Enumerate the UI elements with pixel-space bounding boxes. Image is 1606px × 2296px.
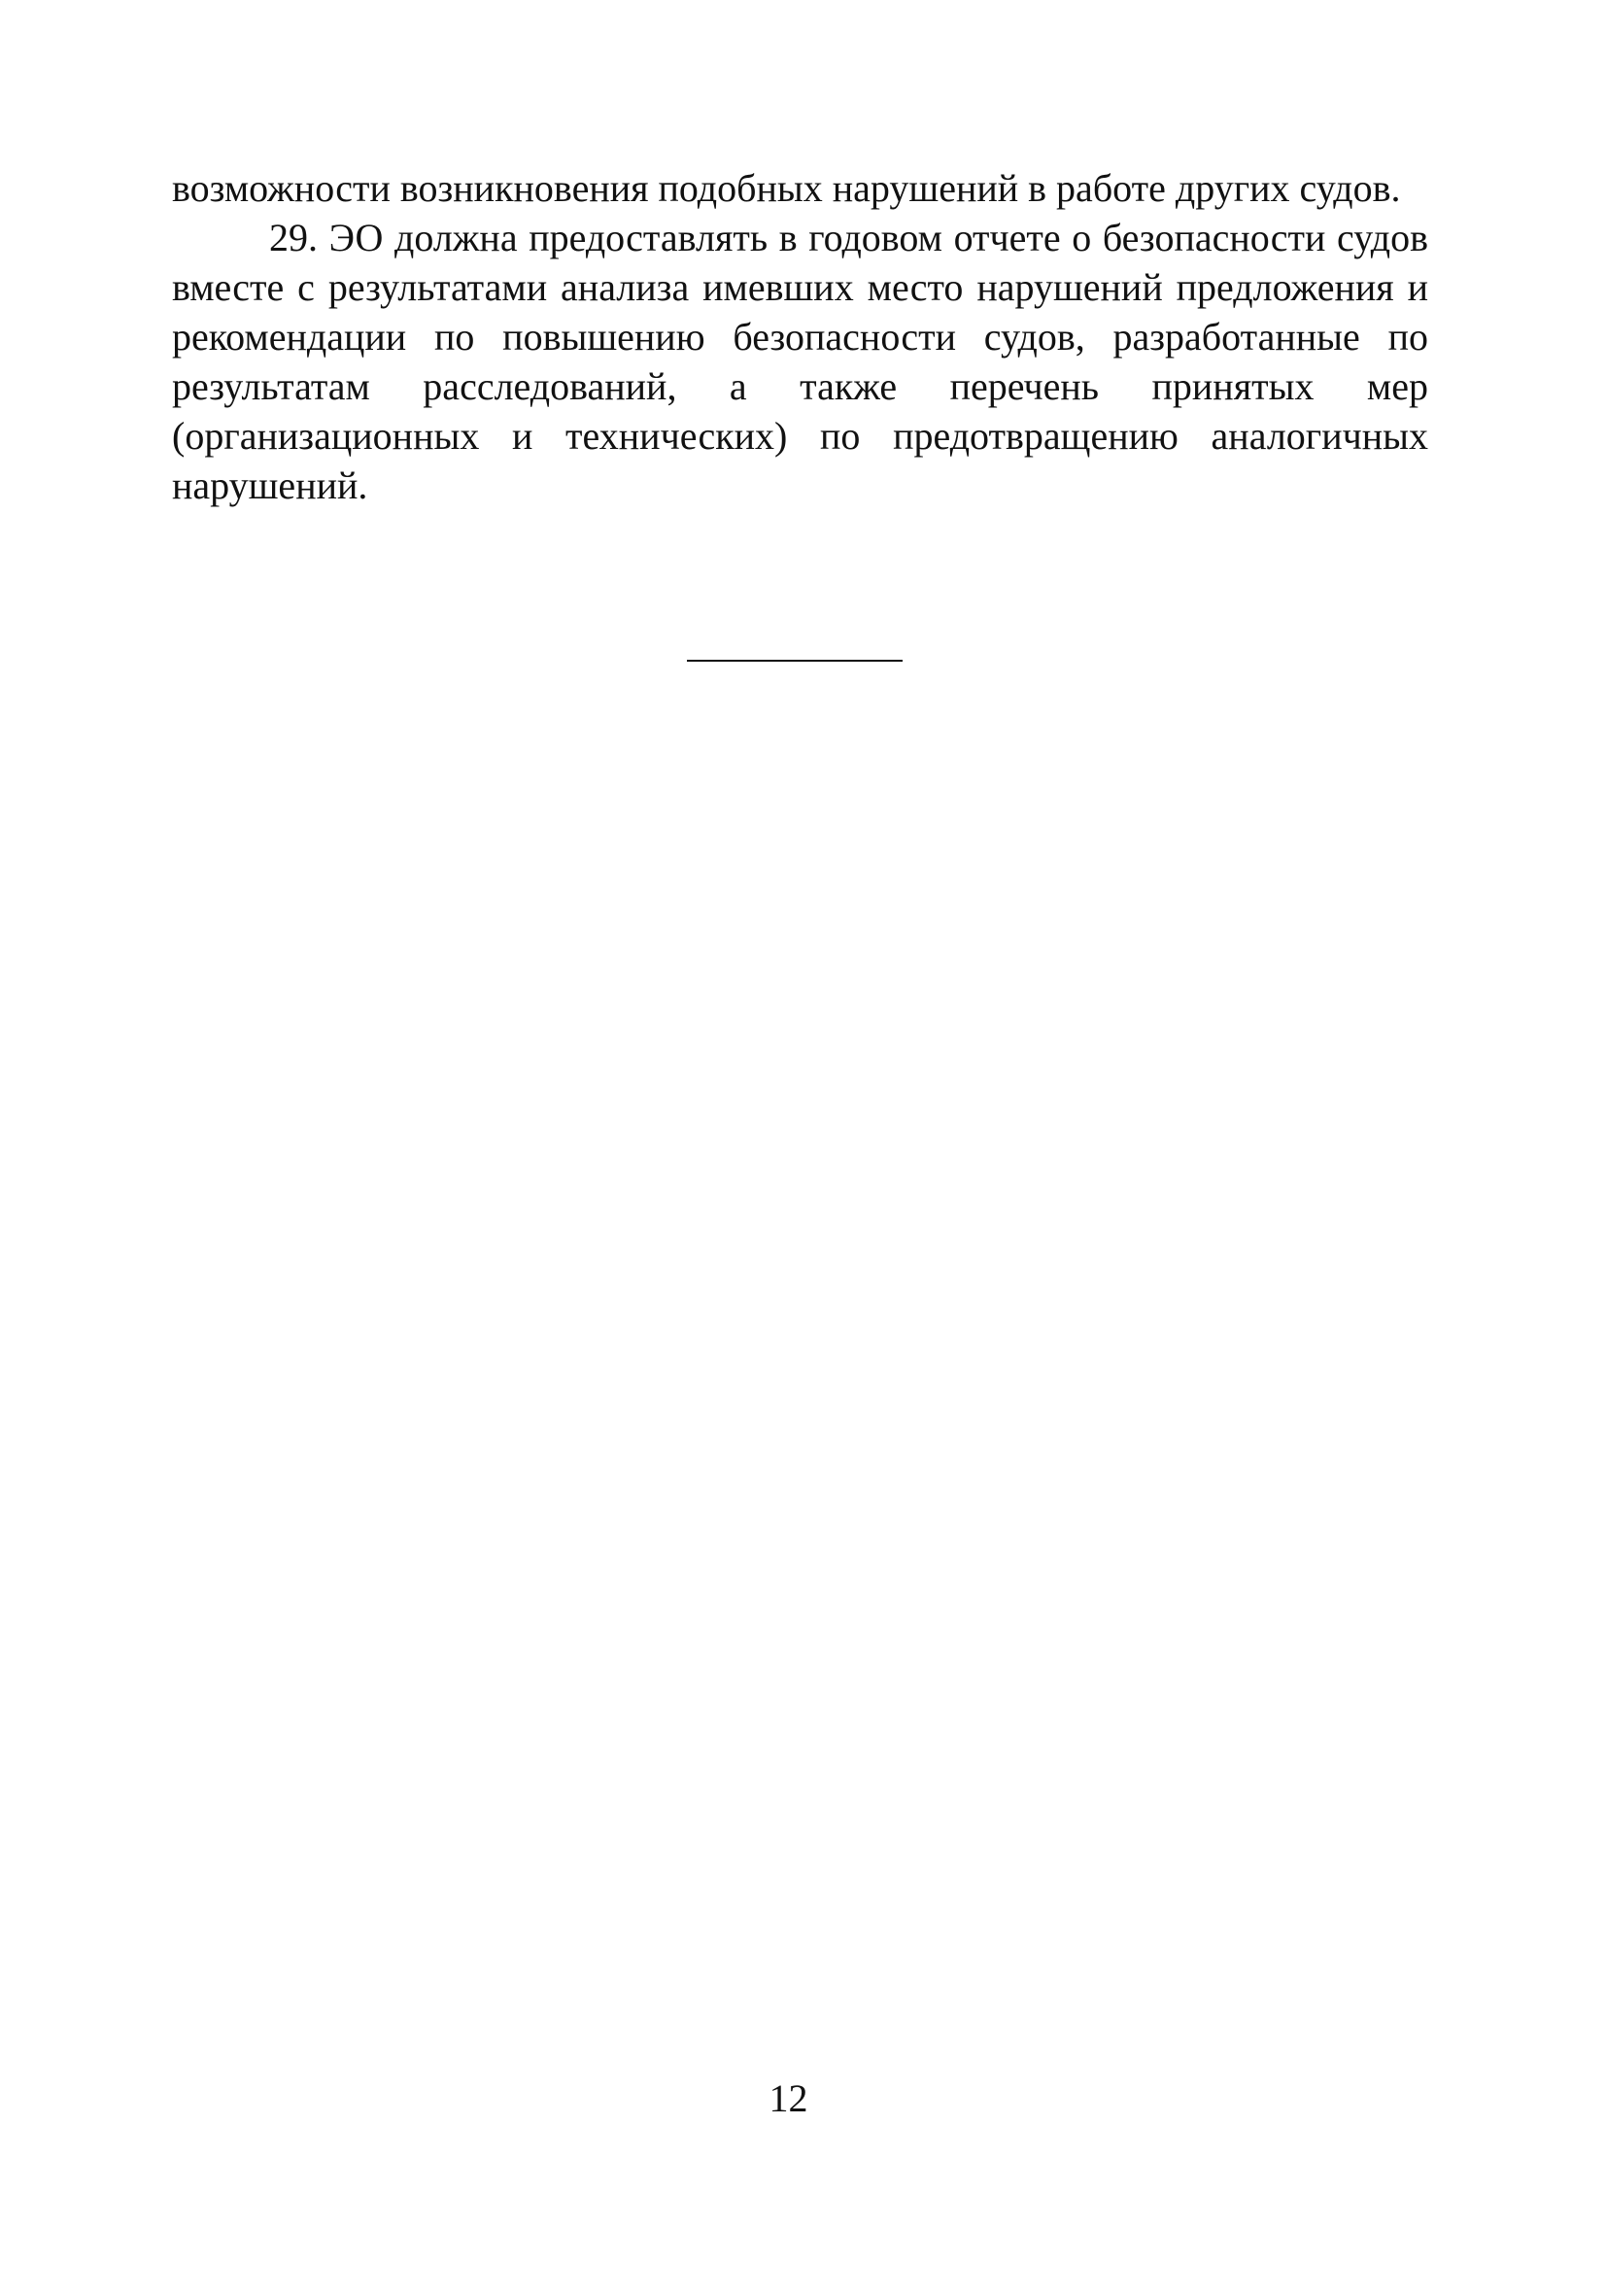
end-separator-line: [687, 660, 903, 662]
page-number: 12: [769, 2076, 808, 2120]
paragraph-continuation: возможности возникновения подобных нарушений в работе других судов.: [172, 166, 1401, 210]
paragraph-29: 29. ЭО должна предоставлять в годовом отчете о безопасности судов вместе с результатами анализа имевших место нарушений предложения и рекомендации по повышению безопасности судов, разработанные по результатам расследований, а также перечень принятых мер (организационных и технических) по предотвращению аналогичных нарушений.: [172, 216, 1428, 507]
body-text: [172, 163, 1428, 510]
